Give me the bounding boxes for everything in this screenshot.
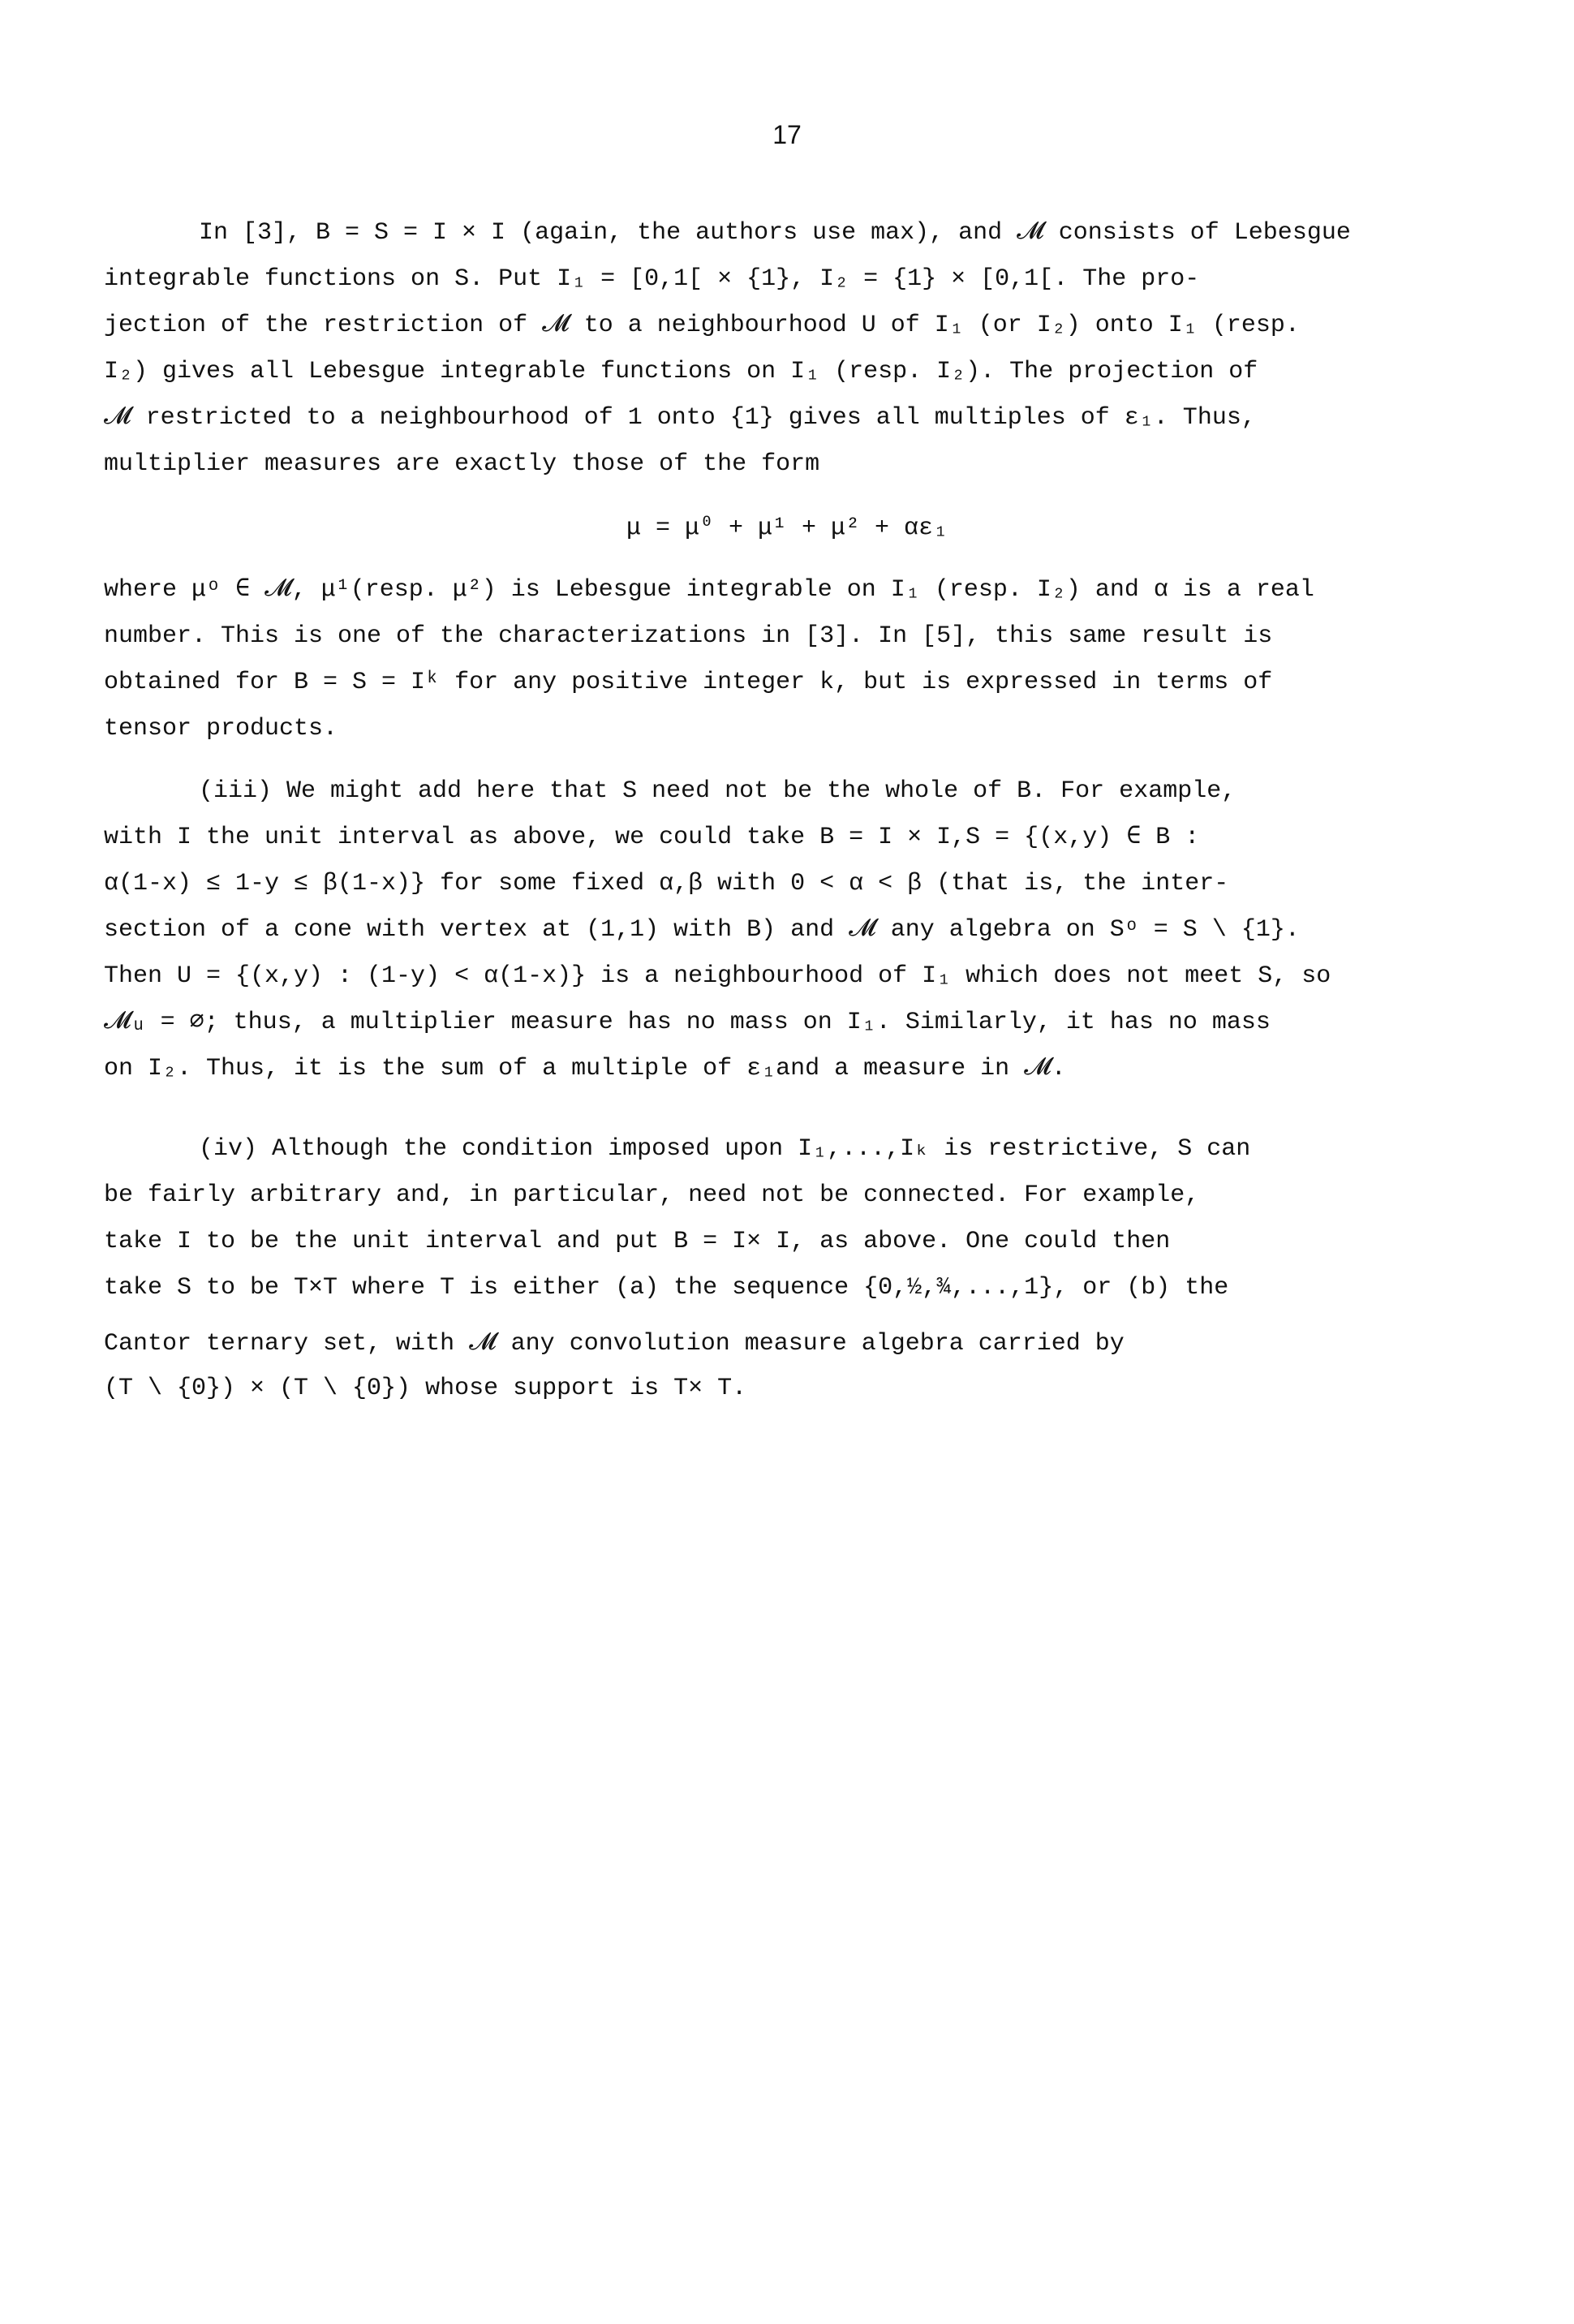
p3-line2: with I the unit interval as above, we could take B = I × I,S = {(x,y) ∈ B :	[104, 824, 1200, 851]
p2-line2: number. This is one of the characterizations in [3]. In [5], this same result is	[104, 622, 1273, 650]
p4-line1: (iv) Although the condition imposed upon I₁,...,Iₖ is restrictive, S can	[199, 1135, 1251, 1163]
p2-line4: tensor products.	[104, 715, 338, 742]
p1-line5: 𝓜 restricted to a neighbourhood of 1 onto {1} gives all multiples of ε₁. Thus,	[104, 404, 1256, 432]
p1-line2: integrable functions on S. Put I₁ = [0,1[ × {1}, I₂ = {1} × [0,1[. The pro-	[104, 265, 1200, 293]
p3-line1: (iii) We might add here that S need not be the whole of B. For example,	[199, 777, 1236, 805]
display-formula: μ = μ⁰ + μ¹ + μ² + αε₁	[626, 514, 948, 542]
p1-line3: jection of the restriction of 𝓜 to a neighbourhood U of I₁ (or I₂) onto I₁ (resp.	[104, 312, 1300, 339]
p4-line3: take I to be the unit interval and put B = I× I, as above. One could then	[104, 1228, 1171, 1255]
p3-line5: Then U = {(x,y) : (1-y) < α(1-x)} is a neighbourhood of I₁ which does not meet S, so	[104, 962, 1331, 990]
p4-line2: be fairly arbitrary and, in particular, need not be connected. For example,	[104, 1181, 1200, 1209]
p4-line5: Cantor ternary set, with 𝓜 any convolution measure algebra carried by	[104, 1330, 1125, 1358]
p3-line7: on I₂. Thus, it is the sum of a multiple of ε₁and a measure in 𝓜.	[104, 1055, 1066, 1082]
p3-line6: 𝓜ᵤ = ∅; thus, a multiplier measure has no mass on I₁. Similarly, it has no mass	[104, 1009, 1271, 1036]
p2-line3: obtained for B = S = Iᵏ for any positive integer k, but is expressed in terms of	[104, 669, 1273, 696]
p1-line4: I₂) gives all Lebesgue integrable functions on I₁ (resp. I₂). The projection of	[104, 358, 1258, 385]
p3-line3: α(1-x) ≤ 1-y ≤ β(1-x)} for some fixed α,β with 0 < α < β (that is, the inter-	[104, 870, 1229, 897]
p1-line6: multiplier measures are exactly those of the form	[104, 450, 820, 478]
p4-line6: (T \ {0}) × (T \ {0}) whose support is T× T.	[104, 1375, 747, 1402]
page-number: 17	[772, 120, 802, 149]
p4-line4: take S to be T×T where T is either (a) the sequence {0,½,¾,...,1}, or (b) the	[104, 1274, 1229, 1302]
p1-line1: In [3], B = S = I × I (again, the authors use max), and 𝓜 consists of Lebesgue	[199, 219, 1351, 247]
p3-line4: section of a cone with vertex at (1,1) with B) and 𝓜 any algebra on Sᵒ = S \ {1}.	[104, 916, 1300, 944]
p2-line1: where μᵒ ∈ 𝓜, μ¹(resp. μ²) is Lebesgue integrable on I₁ (resp. I₂) and α is a real	[104, 576, 1314, 604]
